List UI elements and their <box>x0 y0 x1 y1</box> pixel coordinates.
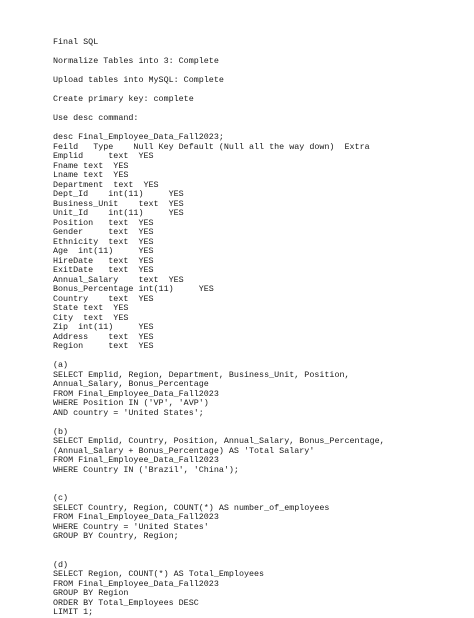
doc-title: Final SQL <box>53 37 99 47</box>
blank-line <box>53 551 468 561</box>
desc-row: Business_Unit text YES <box>53 198 184 209</box>
query-a-line: Annual_Salary, Bonus_Percentage <box>53 379 209 389</box>
desc-row: ExitDate text YES <box>53 265 154 275</box>
query-a-label: (a) <box>53 360 69 370</box>
desc-row: Ethnicity text YES <box>53 236 154 247</box>
query-c-line: WHERE Country = 'United States' <box>53 521 209 532</box>
status-primary-key: Create primary key: complete <box>53 94 194 104</box>
desc-row: Zip int(11) YES <box>53 322 154 332</box>
document-body <box>53 38 468 618</box>
query-a-line: FROM Final_Employee_Data_Fall2023 <box>53 388 219 399</box>
query-d-line: ORDER BY Total_Employees DESC <box>53 597 199 608</box>
desc-row: HireDate text YES <box>53 255 154 266</box>
desc-row: Bonus_Percentage int(11) YES <box>53 284 214 294</box>
query-b-line: WHERE Country IN ('Brazil', 'China'); <box>53 464 239 475</box>
query-d-line: FROM Final_Employee_Data_Fall2023 <box>53 578 219 589</box>
blank-line <box>53 485 468 495</box>
query-b-line: SELECT Emplid, Country, Position, Annual_Salary, Bonus_Percentage, <box>53 436 385 446</box>
query-c-line: FROM Final_Employee_Data_Fall2023 <box>53 512 219 522</box>
desc-row: Annual_Salary text YES <box>53 274 184 285</box>
query-c-label: (c) <box>53 493 69 503</box>
desc-row: Dept_Id int(11) YES <box>53 189 184 199</box>
desc-row: Address text YES <box>53 331 154 342</box>
blank-line <box>53 352 468 362</box>
status-upload: Upload tables into MySQL: Complete <box>53 75 224 85</box>
desc-row: Age int(11) YES <box>53 246 154 256</box>
desc-row: Unit_Id int(11) YES <box>53 208 184 218</box>
desc-row: Region text YES <box>53 341 154 351</box>
query-b-line: (Annual_Salary + Bonus_Percentage) AS 'Total Salary' <box>53 445 315 456</box>
desc-row: State text YES <box>53 303 129 313</box>
desc-table-header: Feild Type Null Key Default (Null all the way down) Extra <box>53 141 370 152</box>
desc-row: City text YES <box>53 312 129 323</box>
query-c-line: SELECT Country, Region, COUNT(*) AS number_of_employees <box>53 502 330 513</box>
desc-row: Department text YES <box>53 179 159 190</box>
query-d-line: GROUP BY Region <box>53 588 129 598</box>
query-a-line: AND country = 'United States'; <box>53 407 204 418</box>
desc-command: desc Final_Employee_Data_Fall2023; <box>53 132 224 142</box>
blank-line <box>53 542 468 552</box>
query-d-line: SELECT Region, COUNT(*) AS Total_Employees <box>53 569 265 579</box>
query-b-line: FROM Final_Employee_Data_Fall2023 <box>53 455 219 465</box>
desc-row: Position text YES <box>53 217 154 228</box>
query-d-label: (d) <box>53 559 69 570</box>
blank-line <box>53 418 468 428</box>
desc-row: Lname text YES <box>53 170 129 180</box>
desc-row: Gender text YES <box>53 227 154 237</box>
blank-line <box>53 475 468 485</box>
desc-heading: Use desc command: <box>53 113 139 123</box>
query-c-line: GROUP BY Country, Region; <box>53 531 179 541</box>
query-b-label: (b) <box>53 426 69 437</box>
query-a-line: WHERE Position IN ('VP', 'AVP') <box>53 398 209 408</box>
desc-row: Emplid text YES <box>53 151 154 161</box>
query-a-line: SELECT Emplid, Region, Department, Business_Unit, Position, <box>53 369 350 380</box>
desc-row: Fname text YES <box>53 160 129 171</box>
status-normalize: Normalize Tables into 3: Complete <box>53 56 219 66</box>
query-d-line: LIMIT 1; <box>53 607 94 617</box>
desc-row: Country text YES <box>53 293 154 304</box>
